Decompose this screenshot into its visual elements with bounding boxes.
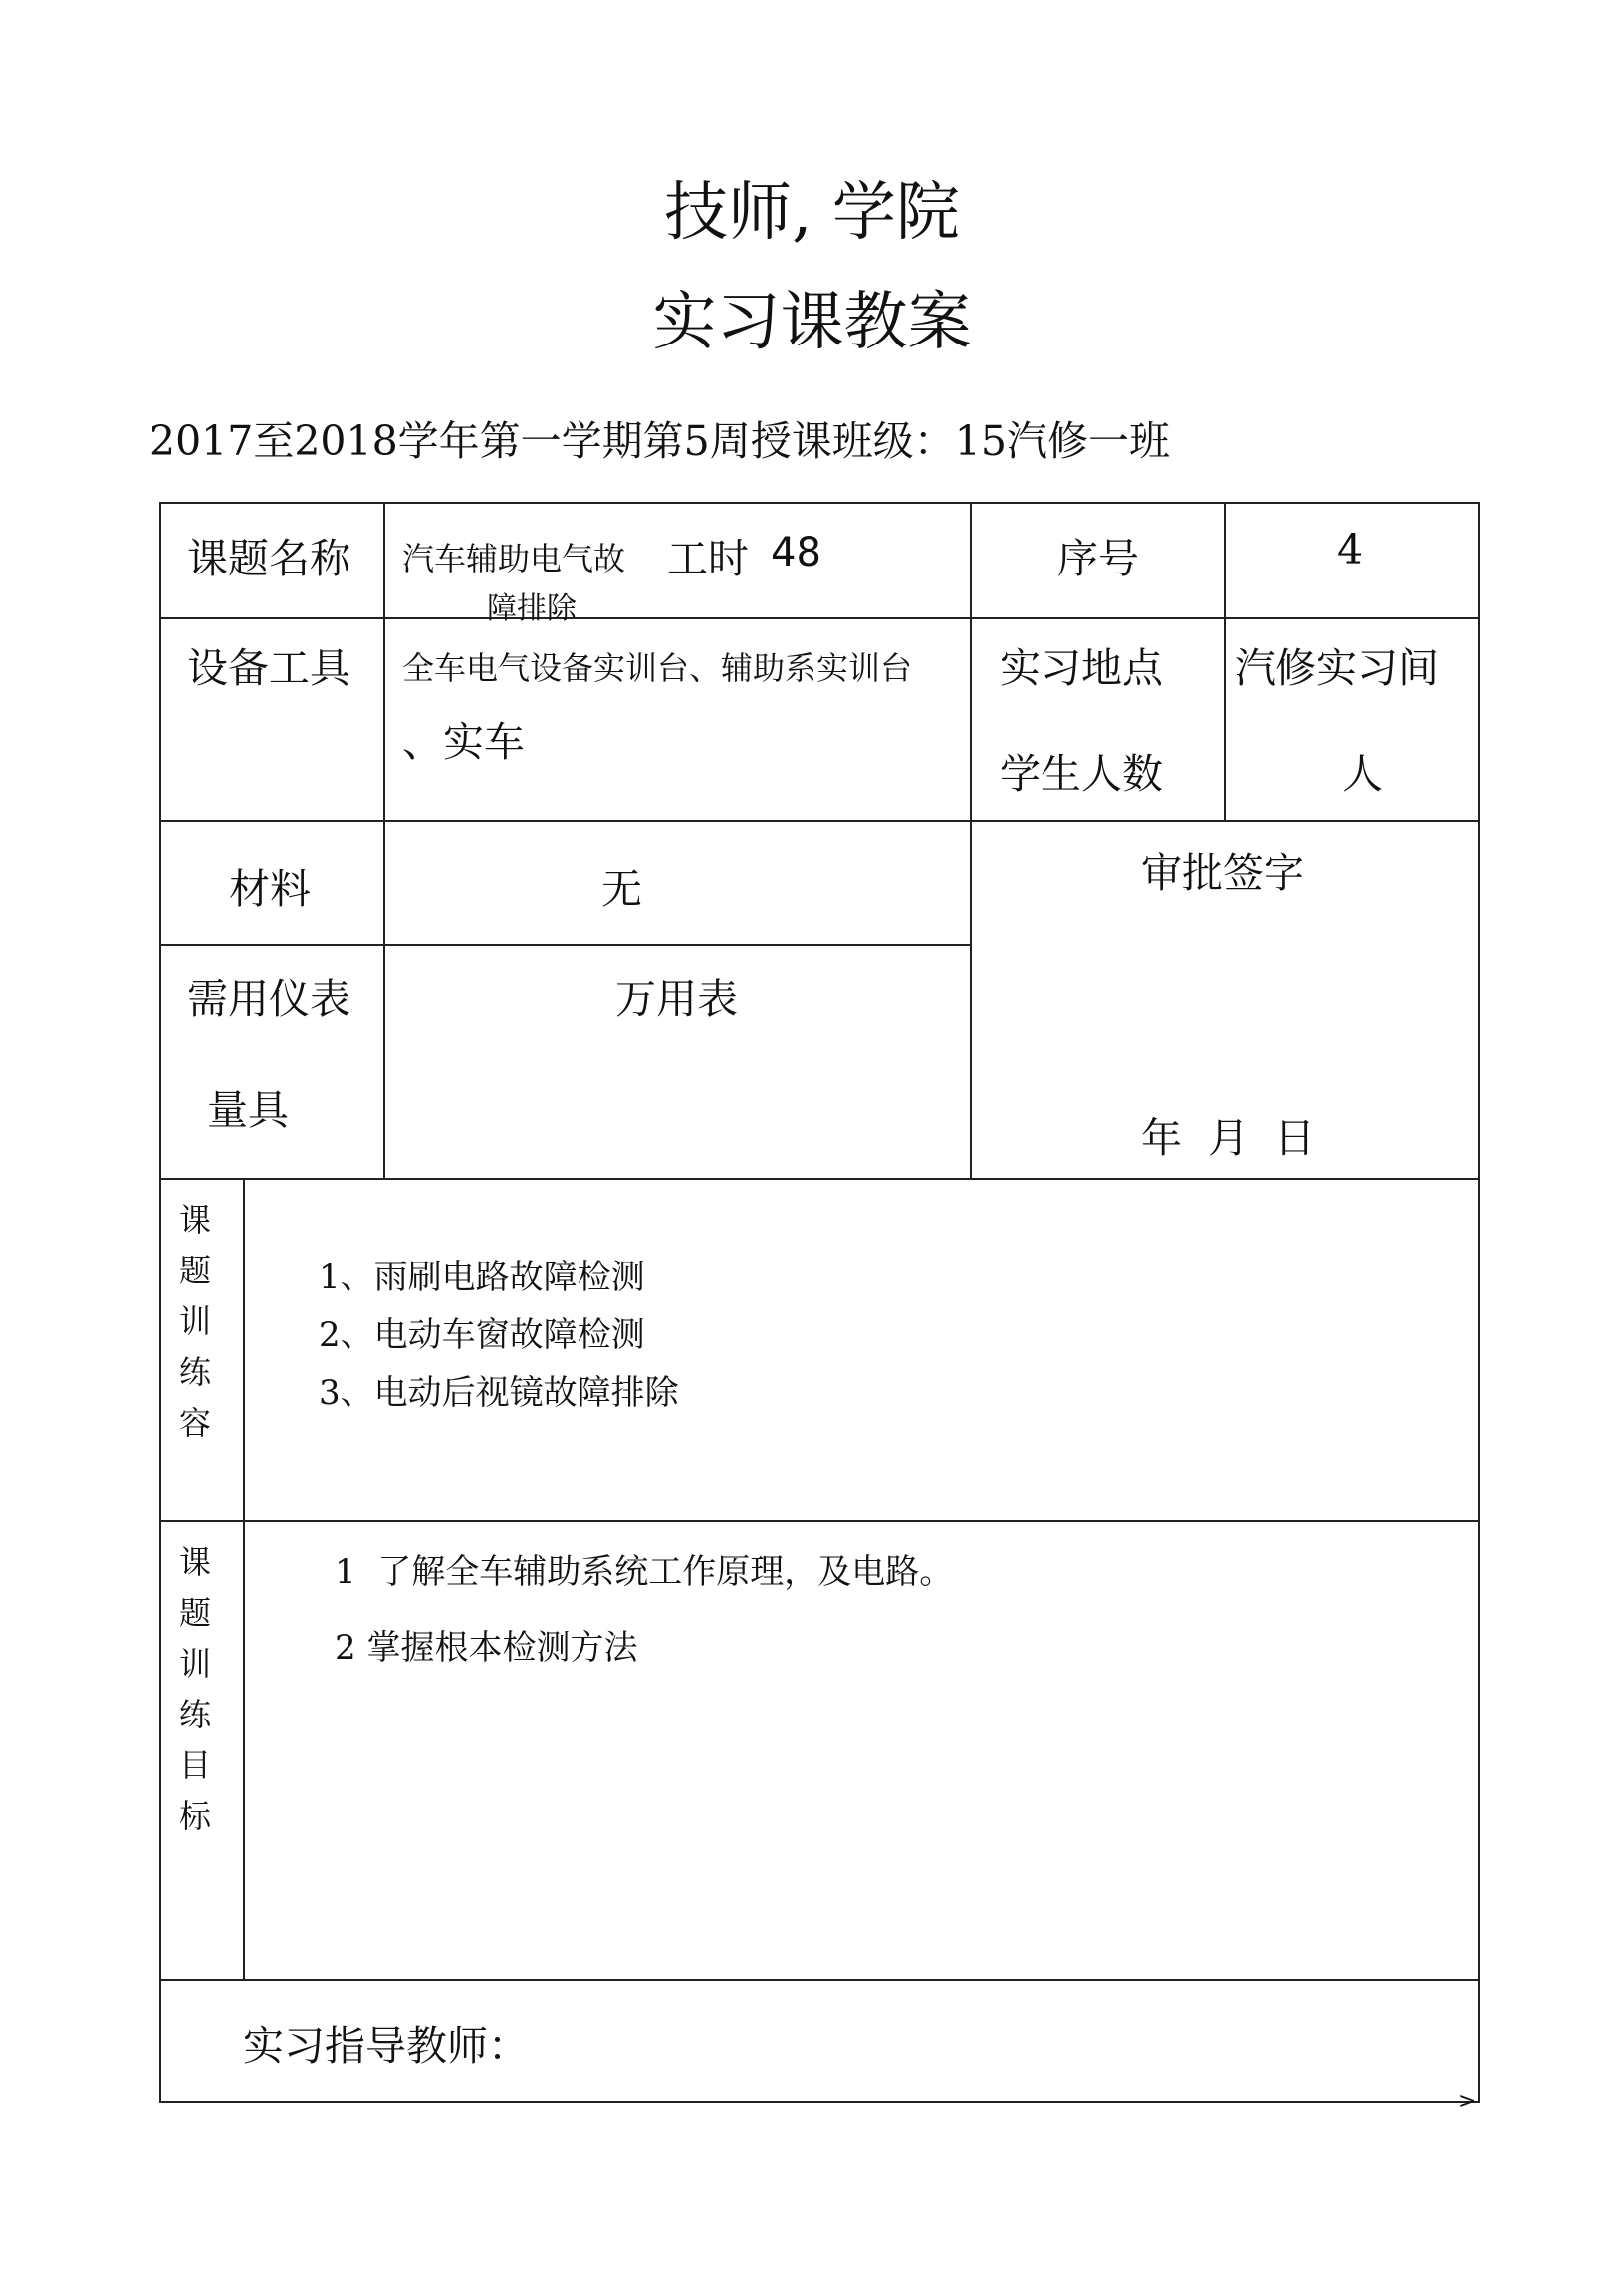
seq-label: 序号 xyxy=(1057,535,1139,582)
location-label: 实习地点 xyxy=(1000,644,1163,692)
goal-label: 课 题 训 练 目 标 xyxy=(178,1543,211,1835)
school-name: 技师, 学院 xyxy=(664,176,960,250)
topic-value-line2: 障排除 xyxy=(487,591,577,626)
location-value: 汽修实习间 xyxy=(1235,644,1439,692)
equipment-label: 设备工具 xyxy=(187,644,350,692)
instructor-label: 实习指导教师： xyxy=(243,2022,529,2070)
equipment-line2: 、实车 xyxy=(402,718,525,766)
material-label: 材料 xyxy=(229,865,311,913)
content-label: 课 题 训 练 容 xyxy=(178,1201,211,1442)
goal-item: 1 了解全车辅助系统工作原理，及电路。 xyxy=(335,1552,954,1592)
topic-value-line1: 汽车辅助电气故 xyxy=(402,540,626,577)
material-value: 无 xyxy=(601,865,642,913)
content-item: 3、电动后视镜故障排除 xyxy=(319,1373,679,1413)
hours-label: 工时 xyxy=(667,535,749,582)
hours-value: 48 xyxy=(771,530,821,575)
lesson-plan-table xyxy=(159,502,1480,2103)
instruments-value: 万用表 xyxy=(615,975,738,1023)
instruments-label-line2: 量具 xyxy=(207,1086,289,1134)
document-title: 实习课教案 xyxy=(652,286,972,359)
approval-label: 审批签字 xyxy=(1141,849,1304,897)
instruments-label-line1: 需用仪表 xyxy=(187,975,350,1023)
equipment-line1: 全车电气设备实训台、辅助系实训台 xyxy=(402,649,913,687)
seq-value: 4 xyxy=(1337,526,1364,574)
students-label: 学生人数 xyxy=(1000,750,1163,798)
students-value: 人 xyxy=(1342,750,1383,798)
term-line: 2017至2018学年第一学期第5周授课班级：15汽修一班 xyxy=(149,417,1170,465)
content-list xyxy=(319,1249,679,1422)
goal-list xyxy=(335,1543,953,1677)
topic-label: 课题名称 xyxy=(187,535,350,582)
content-item: 2、电动车窗故障检测 xyxy=(319,1315,645,1355)
page-mark: > xyxy=(1458,2089,1477,2114)
content-item: 1、雨刷电路故障检测 xyxy=(319,1258,645,1297)
approval-date: 年 月 日 xyxy=(1141,1114,1316,1162)
goal-item: 2 掌握根本检测方法 xyxy=(335,1628,638,1668)
